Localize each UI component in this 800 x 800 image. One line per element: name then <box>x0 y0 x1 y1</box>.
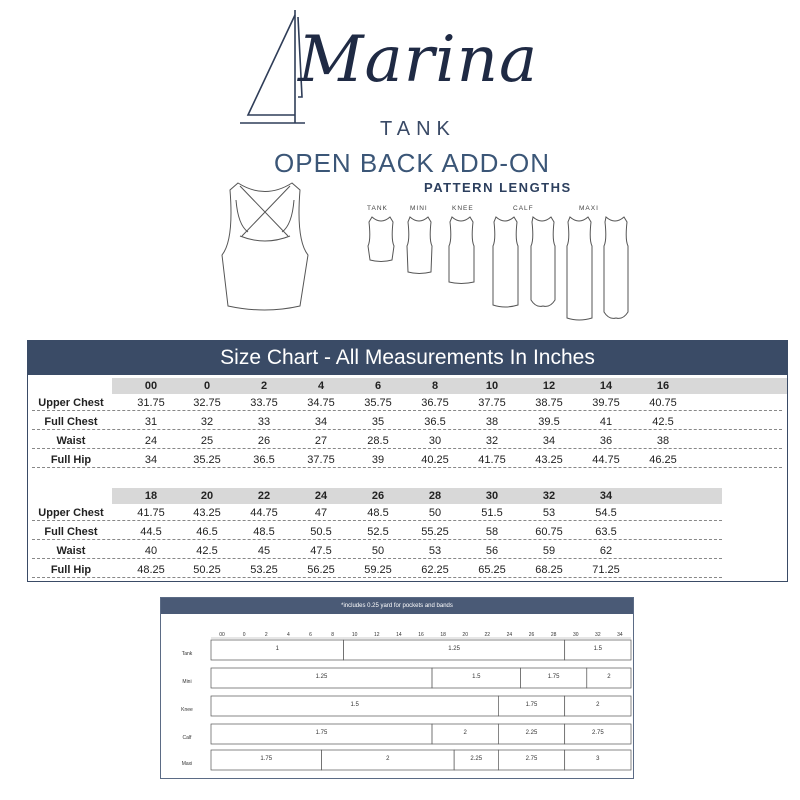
knee-length-illustration <box>449 217 474 284</box>
size-cell: 38 <box>656 435 670 447</box>
size-cell: 39 <box>371 454 385 466</box>
size-header-cell: 34 <box>599 490 613 502</box>
length-label-calf: CALF <box>513 205 534 212</box>
size-cell: 33.75 <box>250 397 278 409</box>
length-label-tank: TANK <box>367 205 388 212</box>
size-cell: 36.75 <box>421 397 449 409</box>
size-cell: 65.25 <box>478 564 506 576</box>
size-cell: 47 <box>314 507 328 519</box>
yardage-segment-value: 1.75 <box>547 674 560 680</box>
garment-illustrations <box>0 0 800 330</box>
size-cell: 43.25 <box>535 454 563 466</box>
size-chart <box>27 340 788 582</box>
size-cell: 30 <box>428 435 442 447</box>
size-cell: 48.5 <box>367 507 389 519</box>
yardage-row-label: Calf <box>182 735 192 741</box>
yardage-segment-value: 1 <box>275 646 279 652</box>
size-cell: 50.5 <box>310 526 332 538</box>
size-cell: 35.25 <box>193 454 221 466</box>
size-cell: 43.25 <box>193 507 221 519</box>
size-cell: 59 <box>542 545 556 557</box>
row-separator <box>32 429 782 430</box>
size-cell: 60.75 <box>535 526 563 538</box>
size-cell: 26 <box>257 435 271 447</box>
yardage-size-header: 14 <box>396 632 402 638</box>
size-cell: 35 <box>371 416 385 428</box>
size-cell: 48.5 <box>253 526 275 538</box>
yardage-row-label: Mini <box>182 679 192 685</box>
yardage-size-header: 6 <box>309 632 312 638</box>
mini-length-illustration <box>407 217 432 274</box>
row-separator <box>32 558 722 559</box>
yardage-size-header: 28 <box>550 632 557 638</box>
size-cell: 38.75 <box>535 397 563 409</box>
size-cell: 53.25 <box>250 564 278 576</box>
size-header-cell: 2 <box>260 380 268 392</box>
size-header-cell: 14 <box>599 380 613 392</box>
size-cell: 68.25 <box>535 564 563 576</box>
yardage-segment-value: 2 <box>463 730 467 736</box>
size-cell: 44.75 <box>250 507 278 519</box>
row-label-full-chest: Full Chest <box>44 526 98 538</box>
length-label-maxi: MAXI <box>579 205 599 212</box>
row-separator <box>32 467 782 468</box>
yardage-segment-value: 2.75 <box>591 730 604 736</box>
yardage-segment-value: 1.25 <box>448 646 460 652</box>
row-separator <box>32 539 722 540</box>
size-cell: 37.75 <box>307 454 335 466</box>
size-cell: 46.25 <box>649 454 677 466</box>
size-cell: 50.25 <box>193 564 221 576</box>
yardage-table <box>160 597 634 779</box>
size-cell: 56 <box>485 545 499 557</box>
yardage-segment-value: 2 <box>596 702 600 708</box>
size-cell: 58 <box>485 526 499 538</box>
pattern-lengths-title: PATTERN LENGTHS <box>424 180 572 195</box>
yardage-segment-value: 1.25 <box>315 674 328 680</box>
size-cell: 53 <box>542 507 556 519</box>
size-cell: 62.25 <box>421 564 449 576</box>
size-cell: 25 <box>200 435 214 447</box>
row-label-full-chest: Full Chest <box>44 416 98 428</box>
size-cell: 37.75 <box>478 397 506 409</box>
size-header-cell: 6 <box>374 380 382 392</box>
size-cell: 46.5 <box>196 526 218 538</box>
size-cell: 32 <box>485 435 499 447</box>
size-cell: 36.5 <box>424 416 446 428</box>
yardage-size-header: 16 <box>418 632 424 638</box>
size-cell: 40 <box>144 545 158 557</box>
size-header-cell: 24 <box>314 490 328 502</box>
size-cell: 33 <box>257 416 271 428</box>
yardage-segment-value: 2.25 <box>525 730 538 736</box>
size-cell: 44.75 <box>592 454 620 466</box>
size-cell: 36.5 <box>253 454 275 466</box>
row-label-upper-chest: Upper Chest <box>38 397 104 409</box>
row-separator <box>32 577 722 578</box>
size-cell: 50 <box>428 507 442 519</box>
yardage-size-header: 00 <box>219 632 225 638</box>
size-header-cell: 16 <box>656 380 670 392</box>
size-cell: 38 <box>485 416 499 428</box>
size-cell: 24 <box>144 435 158 447</box>
size-cell: 45 <box>257 545 271 557</box>
size-cell: 39.5 <box>538 416 560 428</box>
size-cell: 32 <box>200 416 214 428</box>
yardage-size-header: 26 <box>528 632 535 638</box>
size-cell: 47.5 <box>310 545 332 557</box>
row-label-waist: Waist <box>56 435 86 447</box>
yardage-size-header: 22 <box>484 632 491 638</box>
yardage-size-header: 0 <box>242 632 246 638</box>
yardage-segment-value: 1.75 <box>525 702 538 708</box>
size-cell: 31 <box>144 416 158 428</box>
size-cell: 34.75 <box>307 397 335 409</box>
size-cell: 34 <box>542 435 556 447</box>
size-cell: 41.75 <box>478 454 506 466</box>
yardage-size-header: 18 <box>440 632 446 638</box>
yardage-size-header: 34 <box>617 632 623 638</box>
tank-length-illustration <box>368 217 394 262</box>
size-header-cell: 20 <box>200 490 214 502</box>
row-separator <box>32 448 782 449</box>
size-cell: 36 <box>599 435 613 447</box>
size-cell: 53 <box>428 545 442 557</box>
yardage-row-label: Maxi <box>181 761 193 767</box>
size-cell: 42.5 <box>196 545 218 557</box>
size-cell: 39.75 <box>592 397 620 409</box>
size-cell: 34 <box>314 416 328 428</box>
yardage-note: *includes 0.25 yard for pockets and bands <box>161 598 633 614</box>
size-header-cell: 8 <box>431 380 439 392</box>
size-cell: 71.25 <box>592 564 620 576</box>
size-cell: 27 <box>314 435 328 447</box>
yardage-segment-value: 3 <box>596 756 600 762</box>
maxi-length-illustration-2 <box>604 217 628 318</box>
size-cell: 40.75 <box>649 397 677 409</box>
yardage-size-header: 32 <box>595 632 601 638</box>
size-header-cell: 22 <box>257 490 271 502</box>
size-cell: 31.75 <box>137 397 165 409</box>
calf-length-illustration-1 <box>493 217 518 307</box>
size-cell: 44.5 <box>140 526 162 538</box>
logo-title: Marina <box>298 23 539 97</box>
size-cell: 56.25 <box>307 564 335 576</box>
yardage-segment-value: 2.75 <box>525 756 538 762</box>
row-label-full-hip: Full Hip <box>50 454 92 466</box>
size-cell: 41.75 <box>137 507 165 519</box>
size-chart-title: Size Chart - All Measurements In Inches <box>28 341 787 375</box>
logo-subtitle-tank: TANK <box>380 118 456 140</box>
size-header-cell: 00 <box>144 380 158 392</box>
row-label-full-hip: Full Hip <box>50 564 92 576</box>
size-header-cell: 28 <box>428 490 442 502</box>
open-back-subtitle: OPEN BACK ADD-ON <box>274 148 551 178</box>
maxi-length-illustration-1 <box>567 217 592 320</box>
size-cell: 50 <box>371 545 385 557</box>
row-separator <box>32 520 722 521</box>
size-cell: 59.25 <box>364 564 392 576</box>
size-cell: 54.5 <box>595 507 617 519</box>
size-cell: 52.5 <box>367 526 389 538</box>
size-cell: 55.25 <box>421 526 449 538</box>
size-cell: 42.5 <box>652 416 674 428</box>
size-header-cell: 12 <box>542 380 556 392</box>
size-cell: 48.25 <box>137 564 165 576</box>
size-header-cell: 10 <box>485 380 499 392</box>
size-header-cell: 0 <box>203 380 211 392</box>
yardage-size-header: 30 <box>572 632 579 638</box>
row-label-upper-chest: Upper Chest <box>38 507 104 519</box>
size-cell: 62 <box>599 545 613 557</box>
yardage-row-label: Tank <box>181 651 193 657</box>
yardage-size-header: 2 <box>264 632 268 638</box>
yardage-size-header: 24 <box>506 632 513 638</box>
tank-back-view-illustration <box>222 183 308 310</box>
yardage-segment-value: 2 <box>386 756 390 762</box>
yardage-grid <box>161 598 633 778</box>
yardage-segment-value: 2.25 <box>470 756 483 762</box>
size-cell: 51.5 <box>481 507 503 519</box>
yardage-segment-value: 2 <box>607 674 611 680</box>
size-cell: 28.5 <box>367 435 389 447</box>
size-header-cell: 4 <box>317 380 325 392</box>
length-label-knee: KNEE <box>452 205 474 212</box>
yardage-size-header: 12 <box>374 632 380 638</box>
yardage-segment-value: 1.75 <box>315 730 328 736</box>
size-header-cell: 18 <box>144 490 158 502</box>
size-cell: 34 <box>144 454 158 466</box>
size-cell: 32.75 <box>193 397 221 409</box>
size-header-cell: 26 <box>371 490 385 502</box>
yardage-size-header: 4 <box>286 632 290 638</box>
yardage-row-label: Knee <box>181 707 193 713</box>
size-cell: 63.5 <box>595 526 617 538</box>
size-cell: 40.25 <box>421 454 449 466</box>
size-cell: 41 <box>599 416 613 428</box>
row-separator <box>32 410 782 411</box>
yardage-size-header: 8 <box>331 632 334 638</box>
size-header-cell: 30 <box>485 490 499 502</box>
yardage-segment-value: 1.75 <box>260 756 273 762</box>
row-label-waist: Waist <box>56 545 86 557</box>
size-header-cell: 32 <box>542 490 556 502</box>
yardage-segment-value: 1.5 <box>593 646 602 652</box>
yardage-size-header: 20 <box>462 632 468 638</box>
yardage-segment-value: 1.5 <box>350 702 359 708</box>
size-cell: 35.75 <box>364 397 392 409</box>
calf-length-illustration-2 <box>531 217 555 306</box>
length-label-mini: MINI <box>410 205 428 212</box>
yardage-segment-value: 1.5 <box>472 674 481 680</box>
yardage-size-header: 10 <box>351 632 358 638</box>
